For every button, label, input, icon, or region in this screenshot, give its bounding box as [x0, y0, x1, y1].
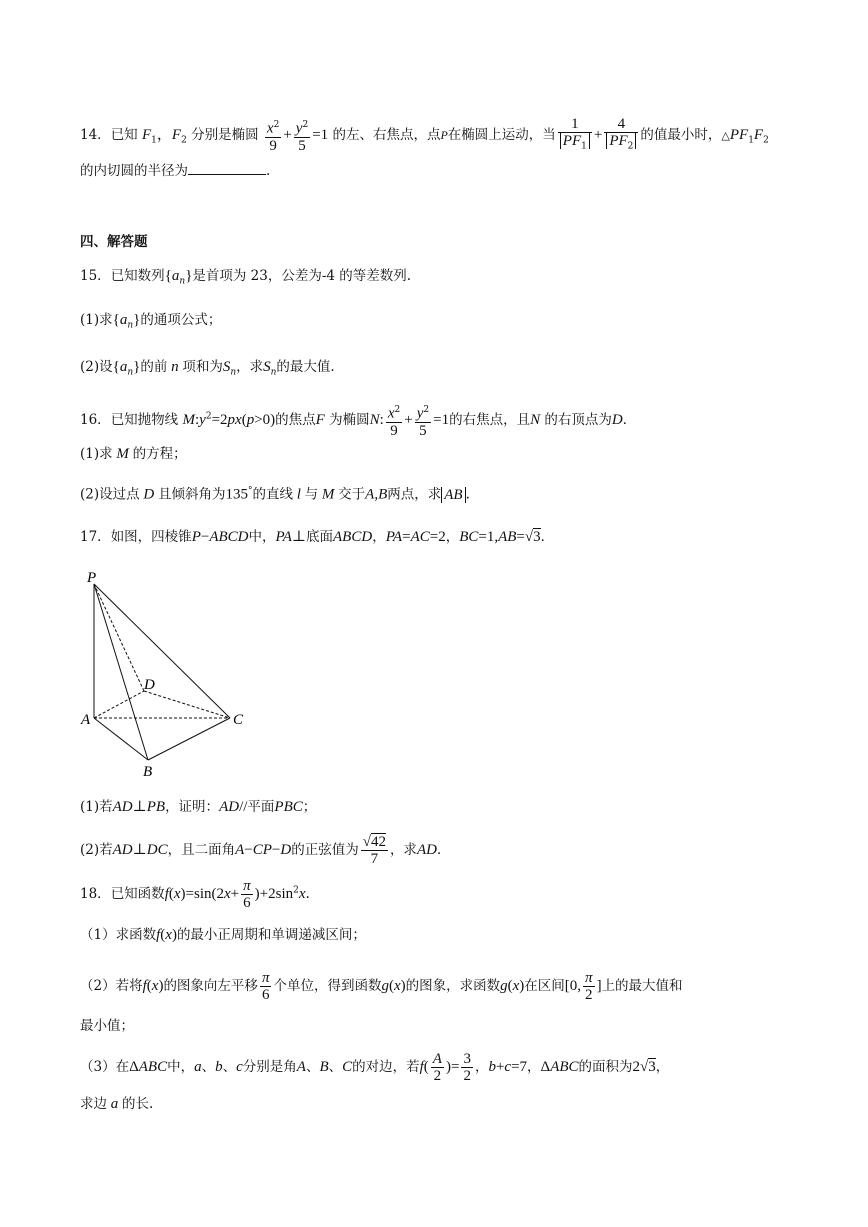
- q18-part3-cont: 求边 a 的长.: [80, 1096, 154, 1112]
- label-D: D: [144, 677, 155, 693]
- q18-part2: （2）若将f(x)的图象向左平移 $\frac{\pi}{6}$ 个单位，得到函数g(x)的图象，求函数g(x)在区间[0, $\frac{\pi}{2}$ ]上的最大值和: [80, 970, 683, 1003]
- edge-DC: [144, 691, 230, 718]
- q14-line1: 14．已知 $F_1$，$F_2$ 分别是椭圆 $\frac{x^2}{9}$ + $\frac{y^2}{5}$ =1 的左、右焦点，点P在椭圆上运动，当 $\frac{1}{PF_1}$ + $\frac{4}{PF_2}$ 的值最小时，$\triangle PF_1F_2$: [80, 116, 769, 154]
- fraction: $\frac{\pi}{6}$: [243, 878, 251, 911]
- fraction: $\frac{y^2}{5}$: [294, 117, 310, 154]
- label-C: C: [233, 712, 244, 728]
- pyramid-figure: [78, 566, 258, 782]
- q14-line2: 的内切圆的半径为 .: [80, 160, 270, 181]
- q15-line1: 15．已知数列$\{a_n\}$是首项为 23，公差为-4 的等差数列.: [80, 268, 412, 287]
- q16-part1: (1)求 M 的方程；: [80, 446, 187, 462]
- q15-number: 15．: [80, 268, 111, 284]
- fraction: $\frac{√42}{7}$: [362, 834, 386, 867]
- q15-part2: (2)设$\{a_n\}$的前 n 项和为$S_n$，求$S_n$的最大值.: [80, 359, 335, 378]
- q17-line1: 17．如图，四棱锥P−ABCD中，PA⊥底面ABCD，PA=AC=2，BC=1,AB=√3．: [80, 529, 555, 545]
- section-heading: 四、解答题: [80, 234, 148, 250]
- q18-part2-cont: 最小值；: [80, 1018, 134, 1034]
- label-B: B: [143, 764, 153, 780]
- fraction: $\frac{\pi}{2}$: [585, 970, 593, 1003]
- fraction: $\frac{A}{2}$: [432, 1051, 442, 1084]
- edge-AB: [94, 718, 148, 760]
- label-P: P: [87, 570, 97, 586]
- q18-line1: 18．已知函数f(x)=sin(2x+ $\frac{\pi}{6}$ )$+2\sin^2x$.: [80, 878, 310, 911]
- fraction: $\frac{y^2}{5}$: [415, 402, 431, 439]
- fraction: $\frac{1}{PF_1}$: [558, 116, 592, 155]
- answer-blank: [188, 160, 266, 175]
- q18-part1: （1）求函数f(x)的最小正周期和单调递减区间；: [80, 927, 366, 943]
- q17-part1: (1)若AD⊥PB，证明：AD//平面PBC；: [80, 799, 317, 815]
- fraction: $\frac{\pi}{6}$: [261, 970, 270, 1003]
- q17-part2: (2)若AD⊥DC，且二面角A−CP−D的正弦值为 $\frac{√42}{7}$ ，求AD．: [80, 834, 451, 867]
- q15-part1: (1)求$\{a_n\}$的通项公式；: [80, 312, 222, 331]
- fraction: $\frac{3}{2}$: [463, 1051, 471, 1084]
- q18-part3: （3）在ΔABC中，a、b、c分别是角A、B、C的对边，若f( $\frac{A}{2}$ )= $\frac{3}{2}$ ，b+c=7，ΔABC的面积为2√3，: [80, 1051, 670, 1084]
- q17-number: 17．: [80, 529, 111, 545]
- fraction: $\frac{4}{PF_2}$: [604, 116, 638, 155]
- q16-part2: (2)设过点 D 且倾斜角为135°的直线 l 与 M 交于A,B两点，求 AB .: [80, 486, 470, 503]
- q16-line1: 16．已知抛物线 $M:y^2=2px(p>0)$的焦点F 为椭圆N: $\frac{x^2}{9}$ + $\frac{y^2}{5}$ =1的右焦点，且N 的右顶点为D．: [80, 402, 636, 439]
- q14-number: 14．: [80, 126, 111, 143]
- label-A: A: [81, 712, 91, 728]
- edge-BC: [148, 718, 230, 760]
- edge-AD: [94, 691, 144, 718]
- fraction: $\frac{x^2}{9}$: [386, 402, 402, 439]
- edge-PD: [94, 584, 144, 691]
- q16-number: 16．: [80, 411, 111, 428]
- q18-number: 18．: [80, 886, 111, 902]
- fraction: $\frac{x^2}{9}$: [265, 117, 281, 154]
